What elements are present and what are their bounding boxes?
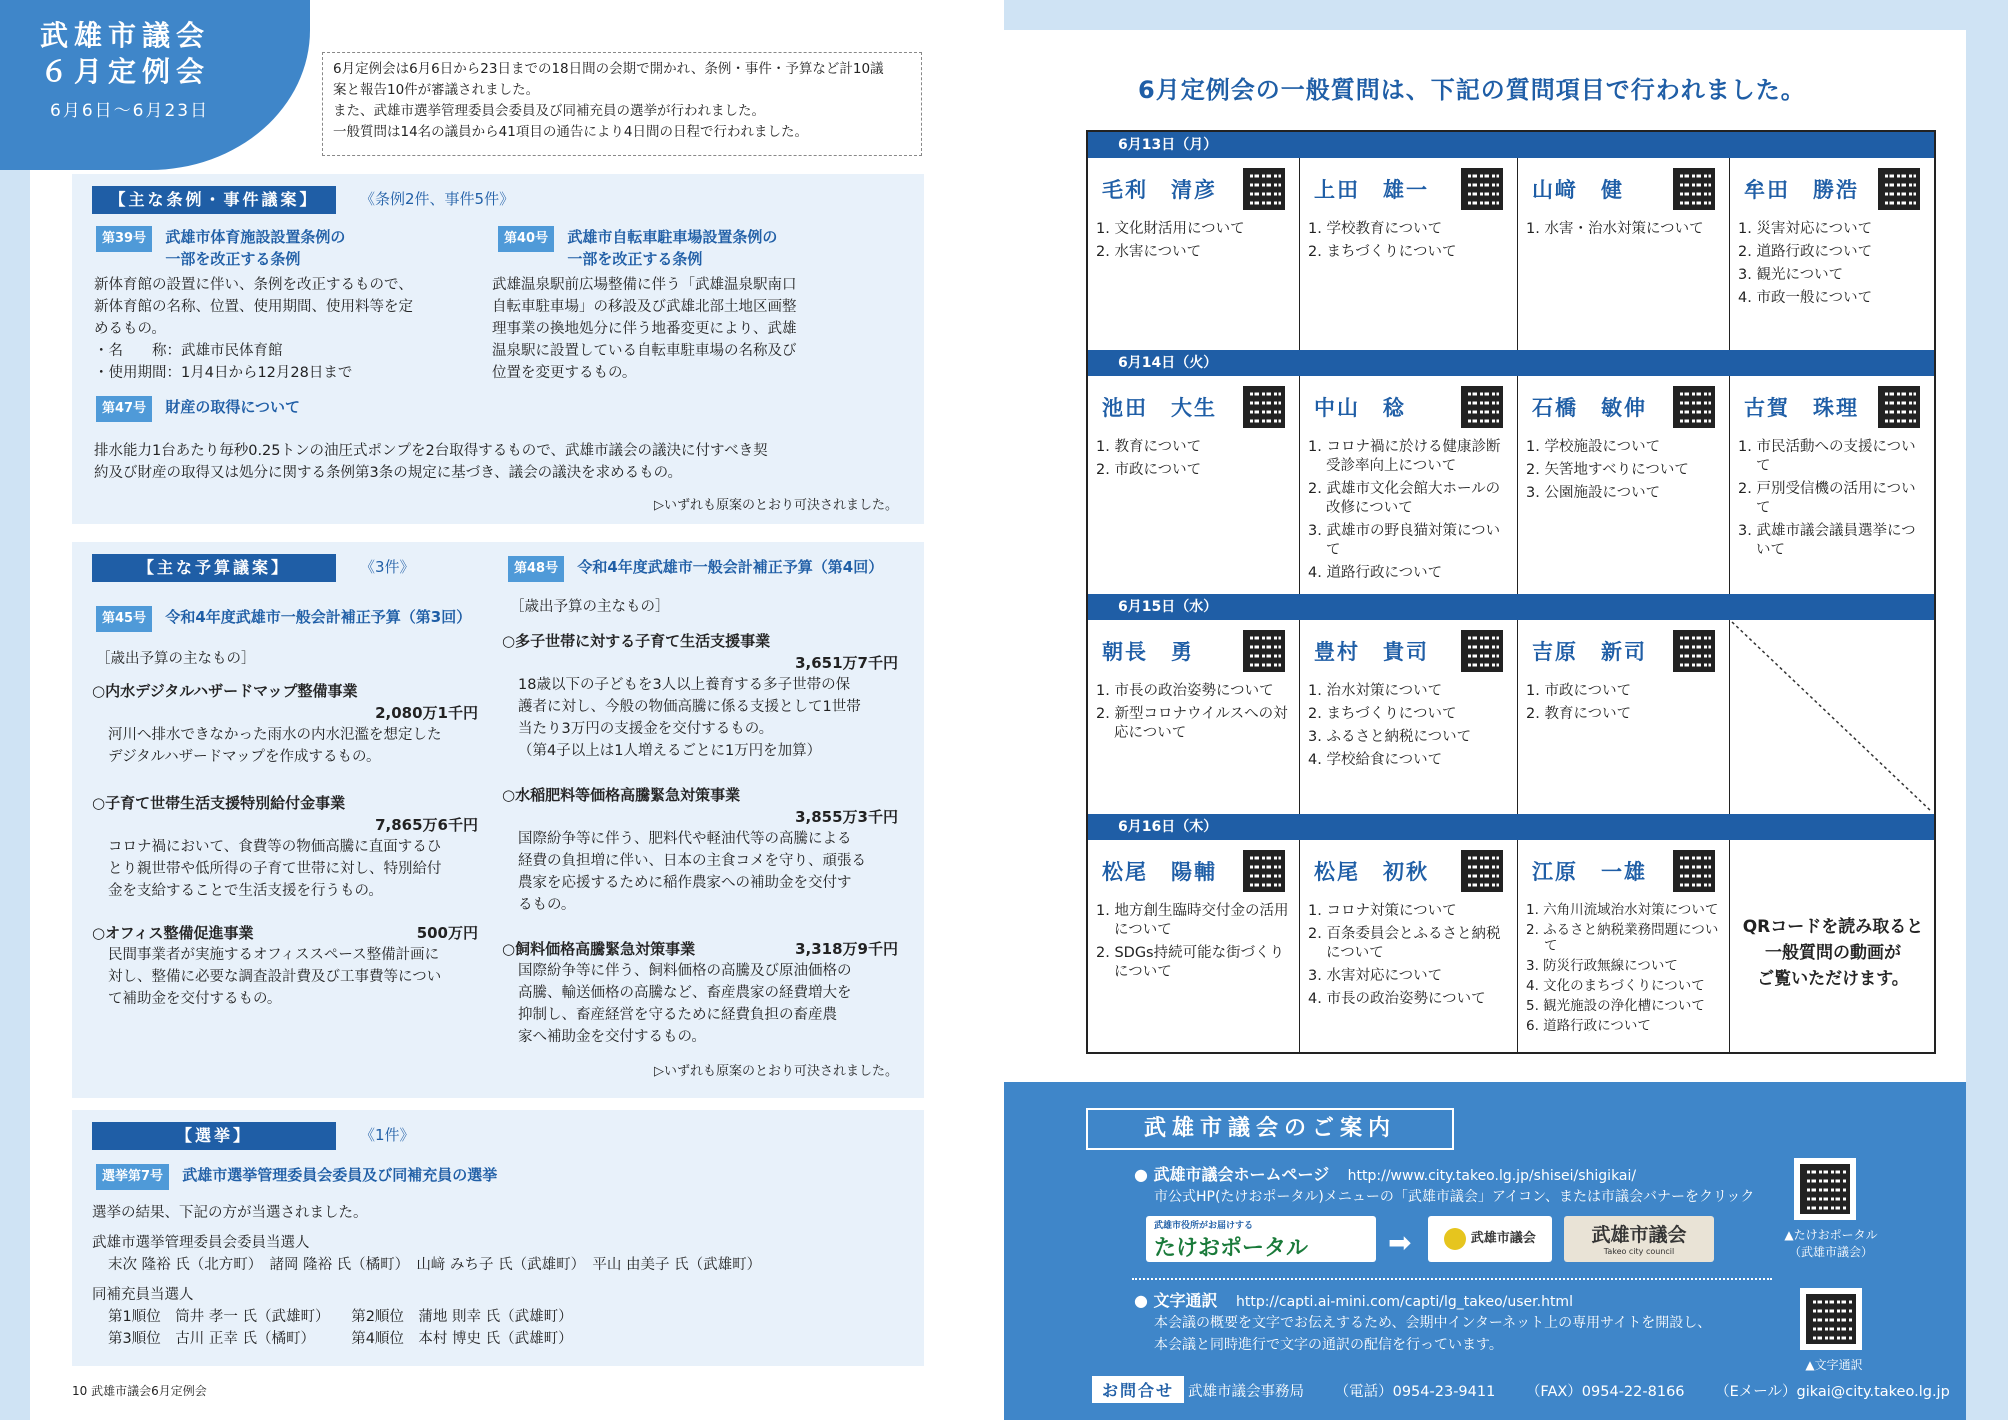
member-name: 朝長 勇 — [1102, 640, 1194, 664]
question-item: 4. 道路行政について — [1308, 565, 1443, 581]
qr-code-icon[interactable] — [1243, 168, 1285, 210]
body-line: 民間事業者が実施するオフィススペース整備計画に — [108, 947, 440, 963]
question-item: 3. ふるさと納税について — [1308, 729, 1472, 745]
contact-tel: （電話）0954-23-9411 — [1334, 1384, 1496, 1400]
divider — [1132, 1278, 1772, 1280]
qr-code-icon[interactable] — [1461, 630, 1503, 672]
question-item: 4. 市政一般について — [1738, 290, 1873, 306]
item45-entry2-name: ○子育て世帯生活支援特別給付金事業 — [92, 794, 346, 812]
item48-sub: ［歳出予算の主なもの］ — [510, 599, 670, 615]
intro-line: 案と報告10件が審議されました。 — [333, 82, 540, 98]
item45-entry3-amount: 500万円 — [416, 924, 478, 942]
question-item: 2. 矢筈地すべりについて — [1526, 462, 1689, 478]
question-item: 1. 市政について — [1526, 683, 1632, 699]
item45-sub: ［歳出予算の主なもの］ — [96, 651, 256, 667]
info-heading: 武雄市議会のご案内 — [1086, 1108, 1454, 1150]
item40-body-line: 温泉駅に設置している自転車駐車場の名称及び — [492, 343, 797, 359]
question-item: 1. 市民活動への支援について — [1738, 439, 1916, 474]
top-margin-right — [1004, 0, 2008, 30]
homepage-desc: 市公式HP(たけおポータル)メニューの「武雄市議会」アイコン、または市議会バナーをクリック — [1154, 1189, 1755, 1205]
intro-line: また、武雄市選挙管理委員会委員及び同補充員の選挙が行われました。 — [333, 103, 765, 119]
body-line: 金を支給することで生活支援を行うもの。 — [108, 883, 383, 899]
question-item: 2. ふるさと納税業務問題について — [1526, 922, 1719, 954]
item39-title — [96, 226, 345, 270]
portal-qr-caption2: （武雄市議会） — [1788, 1245, 1873, 1259]
member-cell — [1300, 840, 1518, 1052]
item45-entry1-body — [108, 724, 488, 768]
moji-url[interactable]: http://capti.ai-mini.com/capti/lg_takeo/user.html — [1236, 1294, 1573, 1310]
questions-title: 6月定例会の一般質問は、下記の質問項目で行われました。 — [1138, 76, 1806, 104]
body-line: て補助金を交付するもの。 — [108, 991, 282, 1007]
body-line: 国際紛争等に伴う、肥料代や軽油代等の高騰による — [518, 831, 852, 847]
intro-line: 6月定例会は6月6日から23日までの18日間の会期で開かれ、条例・事件・予算など計10議 — [333, 61, 884, 77]
member-name: 吉原 新司 — [1532, 640, 1647, 664]
senkyo-line: 武雄市選挙管理委員会委員当選人 — [92, 1235, 310, 1251]
question-item: 1. 水害・治水対策について — [1526, 221, 1704, 237]
member-cell — [1518, 620, 1730, 814]
qr-code-icon[interactable] — [1673, 386, 1715, 428]
question-item: 2. まちづくりについて — [1308, 244, 1457, 260]
body-line: 河川へ排水できなかった雨水の内水氾濫を想定した — [108, 727, 442, 743]
jorei-heading: 【主な条例・事件議案】 — [92, 186, 336, 214]
item40-body-line: 武雄温泉駅前広場整備に伴う「武雄温泉駅南口 — [492, 277, 797, 293]
contact-fax: （FAX）0954-22-8166 — [1525, 1384, 1685, 1400]
senkyo-heading: 【選挙】 — [92, 1122, 336, 1150]
senkyo-line: 同補充員当選人 — [92, 1287, 194, 1303]
question-item: 6. 道路行政について — [1526, 1018, 1651, 1034]
moji-qr-label: ▲文字通訳 — [1805, 1358, 1863, 1372]
council-info-box — [1004, 1082, 1966, 1420]
item39-body-line: ・使用期間：1月4日から12月28日まで — [94, 365, 353, 381]
body-line: 当たり3万円の支援金を交付するもの。 — [518, 721, 774, 737]
item40-title — [498, 226, 777, 270]
title-line1: 武雄市議会 — [40, 19, 211, 52]
senkyo-panel — [72, 1110, 924, 1366]
question-item: 3. 武雄市の野良猫対策について — [1308, 523, 1501, 558]
contact-line — [1188, 1380, 1950, 1401]
question-item: 2. SDGs持続可能な街づくりについて — [1096, 945, 1285, 980]
questions-grid — [1086, 130, 1936, 1054]
page-footer: 10 武雄市議会6月定例会 — [72, 1384, 207, 1398]
body-line: とり親世帯や低所得の子育て世帯に対し、特別給付 — [108, 861, 442, 877]
body-line: 18歳以下の子どもを3人以上養育する多子世帯の保 — [518, 677, 851, 693]
member-name: 豊村 貴司 — [1314, 640, 1429, 664]
question-item: 1. 地方創生臨時交付金の活用について — [1096, 903, 1289, 938]
item39-title-line2: 一部を改正する条例 — [165, 250, 301, 268]
qr-code-icon — [1806, 1294, 1856, 1344]
question-item: 1. 災害対応について — [1738, 221, 1873, 237]
yosan-panel — [72, 542, 924, 1098]
question-item: 2. 教育について — [1526, 706, 1632, 722]
member-cell — [1088, 376, 1300, 594]
member-cell — [1088, 840, 1300, 1052]
item39-body-line: めるもの。 — [94, 321, 166, 337]
jorei-result: ▷いずれも原案のとおり可決されました。 — [654, 498, 898, 513]
member-cell — [1730, 376, 1934, 594]
portal-qr[interactable] — [1794, 1158, 1856, 1220]
senkyo-line: 末次 隆裕 氏（北方町） 諸岡 隆裕 氏（橘町） 山﨑 みち子 氏（武雄町） 平山 由美子 氏（武雄町） — [108, 1257, 762, 1273]
right-margin — [1966, 0, 2008, 1420]
question-item: 3. 観光について — [1738, 267, 1844, 283]
item48-entry2-body — [518, 828, 918, 916]
arrow-right-icon: ➡ — [1388, 1226, 1412, 1259]
item48-entry3-amount: 3,318万9千円 — [795, 940, 898, 958]
qr-code-icon — [1800, 1164, 1850, 1214]
item45-entry1-amount: 2,080万1千円 — [375, 704, 478, 722]
session-dates: 6月6日～6月23日 — [50, 101, 210, 121]
question-item: 4. 文化のまちづくりについて — [1526, 978, 1705, 994]
contact-mail[interactable]: （Eメール）gikai@city.takeo.lg.jp — [1715, 1384, 1950, 1400]
item45-entry1-name: ○内水デジタルハザードマップ整備事業 — [92, 682, 358, 700]
item45-entry3-body — [108, 944, 488, 1010]
item47-body — [94, 440, 914, 484]
question-item: 1. 市長の政治姿勢について — [1096, 683, 1274, 699]
yosan-count: 《3件》 — [360, 558, 415, 576]
member-cell — [1088, 620, 1300, 814]
intro-line: 一般質問は14名の議員から41項目の通告により4日間の日程で行われました。 — [333, 124, 808, 140]
question-item: 2. 市政について — [1096, 462, 1202, 478]
item39-body — [94, 274, 474, 384]
qr-note-line: QRコードを読み取ると — [1742, 917, 1924, 937]
member-name: 江原 一雄 — [1532, 860, 1647, 884]
item40-title-line1: 武雄市自転車駐車場設置条例の — [567, 228, 778, 246]
senkyo-title — [96, 1164, 497, 1190]
body-line: （第4子以上は1人増えるごとに1万円を加算） — [518, 743, 822, 759]
member-cell — [1518, 376, 1730, 594]
body-line: るもの。 — [518, 897, 576, 913]
question-item: 2. 水害について — [1096, 244, 1202, 260]
qr-code-icon[interactable] — [1243, 386, 1285, 428]
question-item: 3. 公園施設について — [1526, 485, 1661, 501]
question-item: 1. 学校施設について — [1526, 439, 1661, 455]
title-line2: ６月定例会 — [40, 55, 211, 88]
member-cell — [1518, 840, 1730, 1052]
item47-body-line: 約及び財産の取得又は処分に関する条例第3条の規定に基づき、議会の議決を求めるもの。 — [94, 465, 683, 481]
item47-tag: 第47号 — [96, 396, 152, 422]
item47-body-line: 排水能力1台あたり毎秒0.25トンの油圧式ポンプを2台取得するもので、武雄市議会の議決に付すべき契 — [94, 443, 768, 459]
body-line: デジタルハザードマップを作成するもの。 — [108, 749, 381, 765]
question-item: 2. 戸別受信機の活用について — [1738, 481, 1916, 516]
question-item: 2. まちづくりについて — [1308, 706, 1457, 722]
council-icon-banner[interactable] — [1428, 1216, 1552, 1262]
member-name: 古賀 珠理 — [1744, 396, 1859, 420]
item40-tag: 第40号 — [498, 226, 554, 252]
member-name: 中山 稔 — [1314, 396, 1406, 420]
question-item: 1. 文化財活用について — [1096, 221, 1245, 237]
member-name: 上田 雄一 — [1314, 178, 1429, 202]
item47-title — [96, 396, 300, 422]
item39-body-line: ・名 称：武雄市民体育館 — [94, 343, 283, 359]
senkyo-line: 選挙の結果、下記の方が当選されました。 — [92, 1205, 368, 1221]
item40-body-line: 理事業の換地処分に伴う地番変更により、武雄 — [492, 321, 797, 337]
body-line: 護者に対し、今般の物価高騰に係る支援として1世帯 — [518, 699, 861, 715]
item48-entry3-body — [518, 960, 918, 1048]
body-line: 経費の負担増に伴い、日本の主食コメを守り、頑張る — [518, 853, 866, 869]
qr-code-icon[interactable] — [1878, 168, 1920, 210]
member-cell — [1300, 620, 1518, 814]
senkyo-title-text: 武雄市選挙管理委員会委員及び同補充員の選挙 — [182, 1166, 498, 1184]
item45-entry3-name: ○オフィス整備促進事業 — [92, 924, 254, 942]
item45-entry2-amount: 7,865万6千円 — [375, 816, 478, 834]
member-name: 池田 大生 — [1102, 396, 1217, 420]
qr-code-icon[interactable] — [1461, 386, 1503, 428]
question-item: 1. 六角川流域治水対策について — [1526, 902, 1719, 918]
council-icon-label: 武雄市議会 — [1470, 1231, 1536, 1246]
member-name: 松尾 陽輔 — [1102, 860, 1217, 884]
qr-code-icon[interactable] — [1878, 386, 1920, 428]
portal-qr-label — [1776, 1226, 1886, 1260]
question-item: 5. 観光施設の浄化槽について — [1526, 998, 1705, 1014]
item40-body-line: 自転車駐車場」の移設及び武雄北部土地区画整 — [492, 299, 797, 315]
question-item: 4. 市長の政治姿勢について — [1308, 991, 1486, 1007]
empty-cell-diagonal — [1730, 620, 1934, 814]
item48-title — [508, 556, 883, 582]
qr-code-icon[interactable] — [1461, 168, 1503, 210]
qr-code-icon[interactable] — [1673, 850, 1715, 892]
homepage-line — [1134, 1162, 1636, 1185]
qr-code-icon[interactable] — [1243, 630, 1285, 672]
item45-entry2-body — [108, 836, 488, 902]
member-cell — [1300, 158, 1518, 350]
takeo-portal-banner[interactable] — [1146, 1216, 1376, 1262]
council-banner-sub: Takeo city council — [1603, 1247, 1675, 1256]
qr-code-icon[interactable] — [1461, 850, 1503, 892]
item39-body-line: 新体育館の名称、位置、使用期間、使用料等を定 — [94, 299, 413, 315]
qr-note-line: 一般質問の動画が — [1765, 943, 1901, 963]
question-item: 1. 学校教育について — [1308, 221, 1443, 237]
item48-entry2-name: ○水稲肥料等価格高騰緊急対策事業 — [502, 786, 741, 804]
homepage-url[interactable]: http://www.city.takeo.lg.jp/shisei/shigikai/ — [1347, 1168, 1637, 1184]
yosan-result: ▷いずれも原案のとおり可決されました。 — [654, 1064, 898, 1079]
member-cell — [1088, 158, 1300, 350]
qr-code-icon[interactable] — [1673, 630, 1715, 672]
item45-title — [96, 606, 471, 632]
question-item: 2. 道路行政について — [1738, 244, 1873, 260]
moji-desc1: 本会議の概要を文字でお伝えするため、会期中インターネット上の専用サイトを開設し、 — [1154, 1315, 1712, 1331]
item39-body-line: 新体育館の設置に伴い、条例を改正するもので、 — [94, 277, 413, 293]
left-margin — [0, 0, 30, 1420]
item48-entry1-body — [518, 674, 918, 762]
day-bar: 6月13日（月） — [1088, 132, 1934, 158]
body-line: 家へ補助金を交付するもの。 — [518, 1029, 706, 1045]
body-line: 国際紛争等に伴う、飼料価格の高騰及び原油価格の — [518, 963, 852, 979]
item39-title-line1: 武雄市体育施設設置条例の — [165, 228, 346, 246]
item45-title-text: 令和4年度武雄市一般会計補正予算（第3回） — [165, 608, 472, 626]
council-banner-title: 武雄市議会 — [1591, 1224, 1687, 1246]
item48-entry2-amount: 3,855万3千円 — [795, 808, 898, 826]
member-name: 牟田 勝浩 — [1744, 178, 1859, 202]
jorei-panel — [72, 174, 924, 524]
member-name: 山﨑 健 — [1532, 178, 1624, 202]
body-line: 対し、整備に必要な調査設計費及び工事費等につい — [108, 969, 442, 985]
moji-label: ● 文字通訳 — [1134, 1291, 1218, 1310]
item48-entry1-name: ○多子世帯に対する子育て生活支援事業 — [502, 632, 771, 650]
item48-entry3-name: ○飼料価格高騰緊急対策事業 — [502, 940, 696, 958]
intro-box — [322, 52, 922, 156]
member-cell — [1518, 158, 1730, 350]
item39-tag: 第39号 — [96, 226, 152, 252]
member-name: 松尾 初秋 — [1314, 860, 1429, 884]
item40-title-line2: 一部を改正する条例 — [567, 250, 703, 268]
question-item: 3. 水害対応について — [1308, 968, 1443, 984]
contact-tag: お問合せ — [1092, 1376, 1184, 1403]
body-line: 抑制し、畜産経営を守るために経費負担の畜産農 — [518, 1007, 837, 1023]
member-name: 石橋 敏伸 — [1532, 396, 1647, 420]
senkyo-line: 第1順位 筒井 孝一 氏（武雄町） 第2順位 蒲地 則幸 氏（武雄町） — [108, 1309, 573, 1325]
body-line: 農家を応援するために稲作農家への補助金を交付す — [518, 875, 852, 891]
question-item: 3. 武雄市議会議員選挙について — [1738, 523, 1916, 558]
member-name: 毛利 清彦 — [1102, 178, 1217, 202]
body-line: コロナ禍において、食費等の物価高騰に直面するひ — [108, 839, 442, 855]
senkyo-line: 第3順位 古川 正幸 氏（橘町） 第4順位 本村 博史 氏（武雄町） — [108, 1331, 573, 1347]
body-line: 高騰、輸送価格の高騰など、畜産農家の経費増大を — [518, 985, 852, 1001]
question-item: 4. 学校給食について — [1308, 752, 1443, 768]
council-logo-icon — [1444, 1228, 1466, 1250]
item47-title-text: 財産の取得について — [165, 398, 301, 416]
item40-body — [492, 274, 892, 384]
qr-code-icon[interactable] — [1243, 850, 1285, 892]
item48-tag: 第48号 — [508, 556, 564, 582]
qr-note-line: ご覧いただけます。 — [1757, 969, 1909, 989]
qr-note — [1738, 914, 1928, 992]
homepage-label: ● 武雄市議会ホームページ — [1134, 1165, 1330, 1184]
item48-title-text: 令和4年度武雄市一般会計補正予算（第4回） — [577, 558, 884, 576]
senkyo-count: 《1件》 — [360, 1126, 415, 1144]
moji-qr[interactable] — [1800, 1288, 1862, 1350]
question-item: 2. 武雄市文化会館大ホールの改修について — [1308, 481, 1501, 516]
portal-banner-caption: 武雄市役所がお届けする — [1154, 1221, 1254, 1231]
question-item: 1. 治水対策について — [1308, 683, 1443, 699]
item40-body-line: 位置を変更するもの。 — [492, 365, 637, 381]
question-item: 1. 教育について — [1096, 439, 1202, 455]
moji-desc2: 本会議と同時進行で文字の通訳の配信を行っています。 — [1154, 1337, 1503, 1353]
question-item: 3. 防災行政無線について — [1526, 958, 1678, 974]
question-item: 1. コロナ禍に於ける健康診断受診率向上について — [1308, 439, 1501, 474]
question-item: 1. コロナ対策について — [1308, 903, 1457, 919]
moji-line — [1134, 1288, 1573, 1311]
contact-org: 武雄市議会事務局 — [1188, 1384, 1304, 1400]
qr-code-icon[interactable] — [1673, 168, 1715, 210]
jorei-count: 《条例2件、事件5件》 — [360, 190, 515, 208]
portal-qr-caption: ▲たけおポータル — [1784, 1228, 1878, 1242]
item48-entry1-amount: 3,651万7千円 — [795, 654, 898, 672]
question-item: 2. 新型コロナウイルスへの対応について — [1096, 706, 1288, 741]
portal-banner-label: たけおポータル — [1154, 1236, 1309, 1261]
member-cell — [1730, 158, 1934, 350]
member-cell — [1300, 376, 1518, 594]
council-banner[interactable] — [1564, 1216, 1714, 1262]
item45-tag: 第45号 — [96, 606, 152, 632]
yosan-heading: 【主な予算議案】 — [92, 554, 336, 582]
senkyo-tag: 選挙第7号 — [96, 1164, 169, 1190]
day-bar: 6月14日（火） — [1088, 350, 1934, 376]
day-bar: 6月16日（木） — [1088, 814, 1934, 840]
day-bar: 6月15日（水） — [1088, 594, 1934, 620]
question-item: 2. 百条委員会とふるさと納税について — [1308, 926, 1501, 961]
